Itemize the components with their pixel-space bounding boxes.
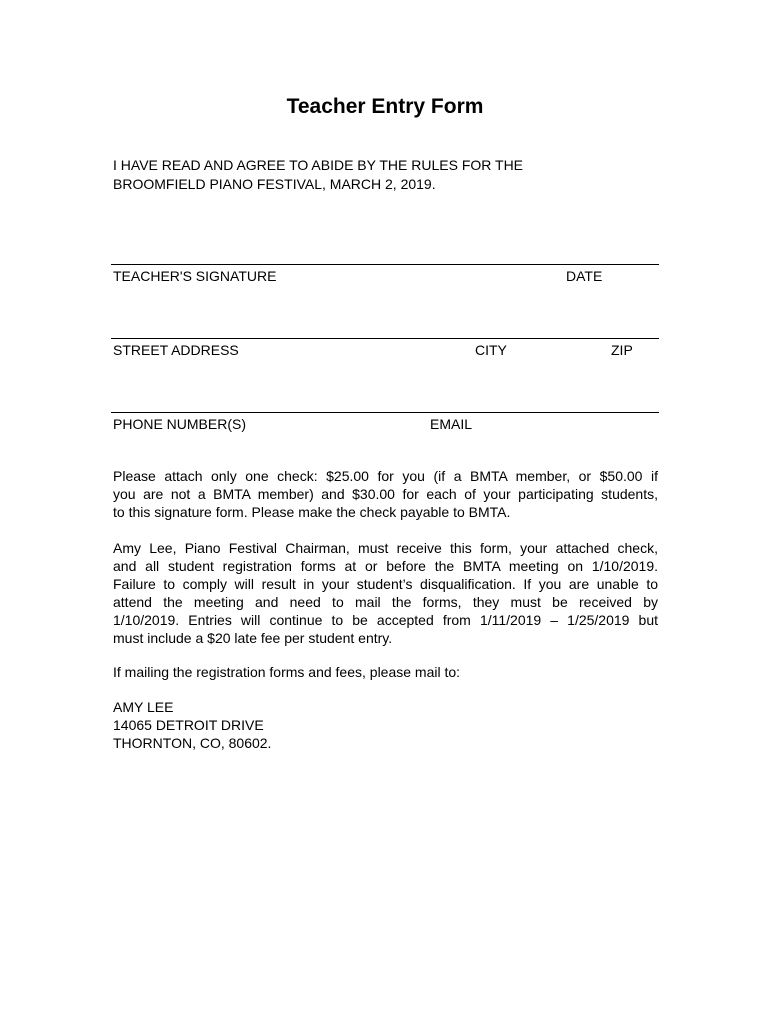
payment-line-3: to this signature form. Please make the check payable to BMTA. <box>113 504 511 520</box>
payment-line-2: you are not a BMTA member) and $30.00 for each of your participating students, <box>113 486 658 502</box>
deadline-line-4: attend the meeting and need to mail the forms, they must be received by <box>113 594 658 610</box>
deadline-line-3: Failure to comply will result in your student’s disqualification. If you are unable to <box>113 576 658 592</box>
deadline-line-5: 1/10/2019. Entries will continue to be accepted from 1/11/2019 – 1/25/2019 but <box>113 612 658 628</box>
mailing-city-state-zip: THORNTON, CO, 80602. <box>113 735 272 751</box>
mailing-name: AMY LEE <box>113 699 174 715</box>
payment-line-1: Please attach only one check: $25.00 for you (if a BMTA member, or $50.00 if <box>113 468 658 484</box>
phone-numbers-label: PHONE NUMBER(S) <box>113 416 247 432</box>
deadline-line-6: must include a $20 late fee per student entry. <box>113 630 393 646</box>
date-label: DATE <box>566 268 603 284</box>
agreement-statement <box>113 156 673 194</box>
agreement-line-2: BROOMFIELD PIANO FESTIVAL, MARCH 2, 2019. <box>113 176 436 192</box>
agreement-line-1: I HAVE READ AND AGREE TO ABIDE BY THE RULES FOR THE <box>113 157 524 173</box>
teacher-signature-label: TEACHER'S SIGNATURE <box>113 268 277 284</box>
mailing-intro-text: If mailing the registration forms and fees, please mail to: <box>113 664 461 680</box>
deadline-line-2: and all student registration forms at or before the BMTA meeting on 1/10/2019. <box>113 558 658 574</box>
contact-field[interactable] <box>111 412 659 433</box>
deadline-instructions <box>113 539 658 647</box>
mailing-address <box>113 698 658 752</box>
city-label: CITY <box>475 342 507 358</box>
email-label: EMAIL <box>430 416 473 432</box>
mailing-street: 14065 DETROIT DRIVE <box>113 717 264 733</box>
payment-instructions <box>113 467 658 521</box>
street-address-label: STREET ADDRESS <box>113 342 239 358</box>
mailing-intro <box>113 663 658 681</box>
deadline-line-1: Amy Lee, Piano Festival Chairman, must receive this form, your attached check, <box>113 540 658 556</box>
signature-date-field[interactable] <box>111 264 659 285</box>
address-field[interactable] <box>111 338 659 359</box>
page-title: Teacher Entry Form <box>286 95 484 118</box>
zip-label: ZIP <box>611 342 633 358</box>
